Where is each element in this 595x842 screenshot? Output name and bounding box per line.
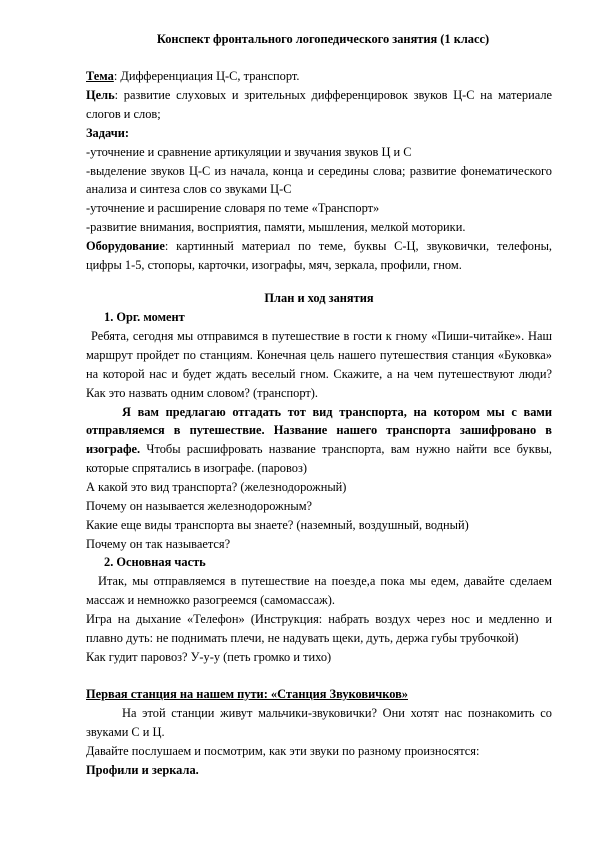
question-line: А какой это вид транспорта? (железнодорожный) <box>86 480 347 495</box>
task-item: -развитие внимания, восприятия, памяти, мышления, мелкой моторики. <box>86 220 466 235</box>
equipment-text: : картинный материал по теме, буквы С-Ц, звуковички, телефоны, цифры 1-5, стопоры, карточки, изографы, мяч, зеркала, профили, гном. <box>86 239 552 273</box>
station-heading: Первая станция на нашем пути: «Станция Звуковичков» <box>86 687 408 701</box>
section1-paragraph: Ребята, сегодня мы отправимся в путешествие в гости к гному «Пиши-читайке». Наш маршрут пройдет по станциям. Конечная цель нашего путешествия станция «Буковка» на которой нас и будет ждать веселый гном. Скажите, а на чем путешествуют люди? Как это назвать одним словом? (транспорт). <box>86 328 552 400</box>
tasks-label: Задачи: <box>86 125 129 140</box>
task-item: -уточнение и расширение словаря по теме «Транспорт» <box>86 201 380 216</box>
section1-paragraph-2-rest: Чтобы расшифровать название транспорта, вам нужно найти все буквы, которые спрятались в изографе. (паровоз) <box>86 442 552 476</box>
question-line: Какие еще виды транспорта вы знаете? (наземный, воздушный, водный) <box>86 517 469 532</box>
task-item: -уточнение и сравнение артикуляции и звучания звуков Ц и С <box>86 144 412 159</box>
section1-paragraph-2 <box>86 403 552 479</box>
equipment-line <box>86 237 552 275</box>
topic-label: Тема <box>86 69 114 83</box>
plan-heading: План и ход занятия <box>264 291 374 305</box>
goal-line <box>86 86 552 124</box>
task-item: -выделение звуков Ц-С из начала, конца и середины слова; развитие фонематического анализа и синтеза слов со звуками Ц-С <box>86 163 552 197</box>
section1-heading: 1. Орг. момент <box>104 310 185 324</box>
document-title: Конспект фронтального логопедического занятия (1 класс) <box>156 32 490 46</box>
intro-block <box>86 67 552 275</box>
section2-heading: 2. Основная часть <box>104 555 206 569</box>
equipment-label: Оборудование <box>86 239 165 254</box>
section2-paragraph: Как гудит паровоз? У-у-у (петь громко и тихо) <box>86 649 332 664</box>
topic-line <box>86 67 552 86</box>
question-line: Почему он так называется? <box>86 536 231 551</box>
section2-paragraph: Итак, мы отправляемся в путешествие на поезде,а пока мы едем, давайте сделаем массаж и немножко разогреемся (самомассаж). <box>86 573 552 607</box>
section1-block <box>86 308 552 554</box>
section2-block <box>86 553 552 666</box>
topic-text: : Дифференциация Ц-С, транспорт. <box>113 69 300 83</box>
section2-paragraph: Игра на дыхание «Телефон» (Инструкция: набрать воздух через нос и медленно и плавно дуть: не поднимать плечи, не надувать щеки, дуть, держа губы трубочкой) <box>86 611 552 645</box>
station-block <box>86 685 552 780</box>
station-paragraph: Давайте послушаем и посмотрим, как эти звуки по разному произносятся: <box>86 743 480 758</box>
section1-paragraph-2-bold: Я вам предлагаю отгадать тот вид транспорта, на котором мы с вами отправляемся в путешествие. Название нашего транспорта зашифровано в изографе. <box>86 404 552 457</box>
goal-label: Цель <box>86 87 115 102</box>
goal-text: : развитие слуховых и зрительных дифференцировок звуков Ц-С на материале слогов и слов; <box>86 87 552 121</box>
station-paragraph: На этой станции живут мальчики-звуковички? Они хотят нас познакомить со звуками С и Ц. <box>86 705 552 739</box>
question-line: Почему он называется железнодорожным? <box>86 499 313 514</box>
station-paragraph-bold: Профили и зеркала. <box>86 762 199 777</box>
